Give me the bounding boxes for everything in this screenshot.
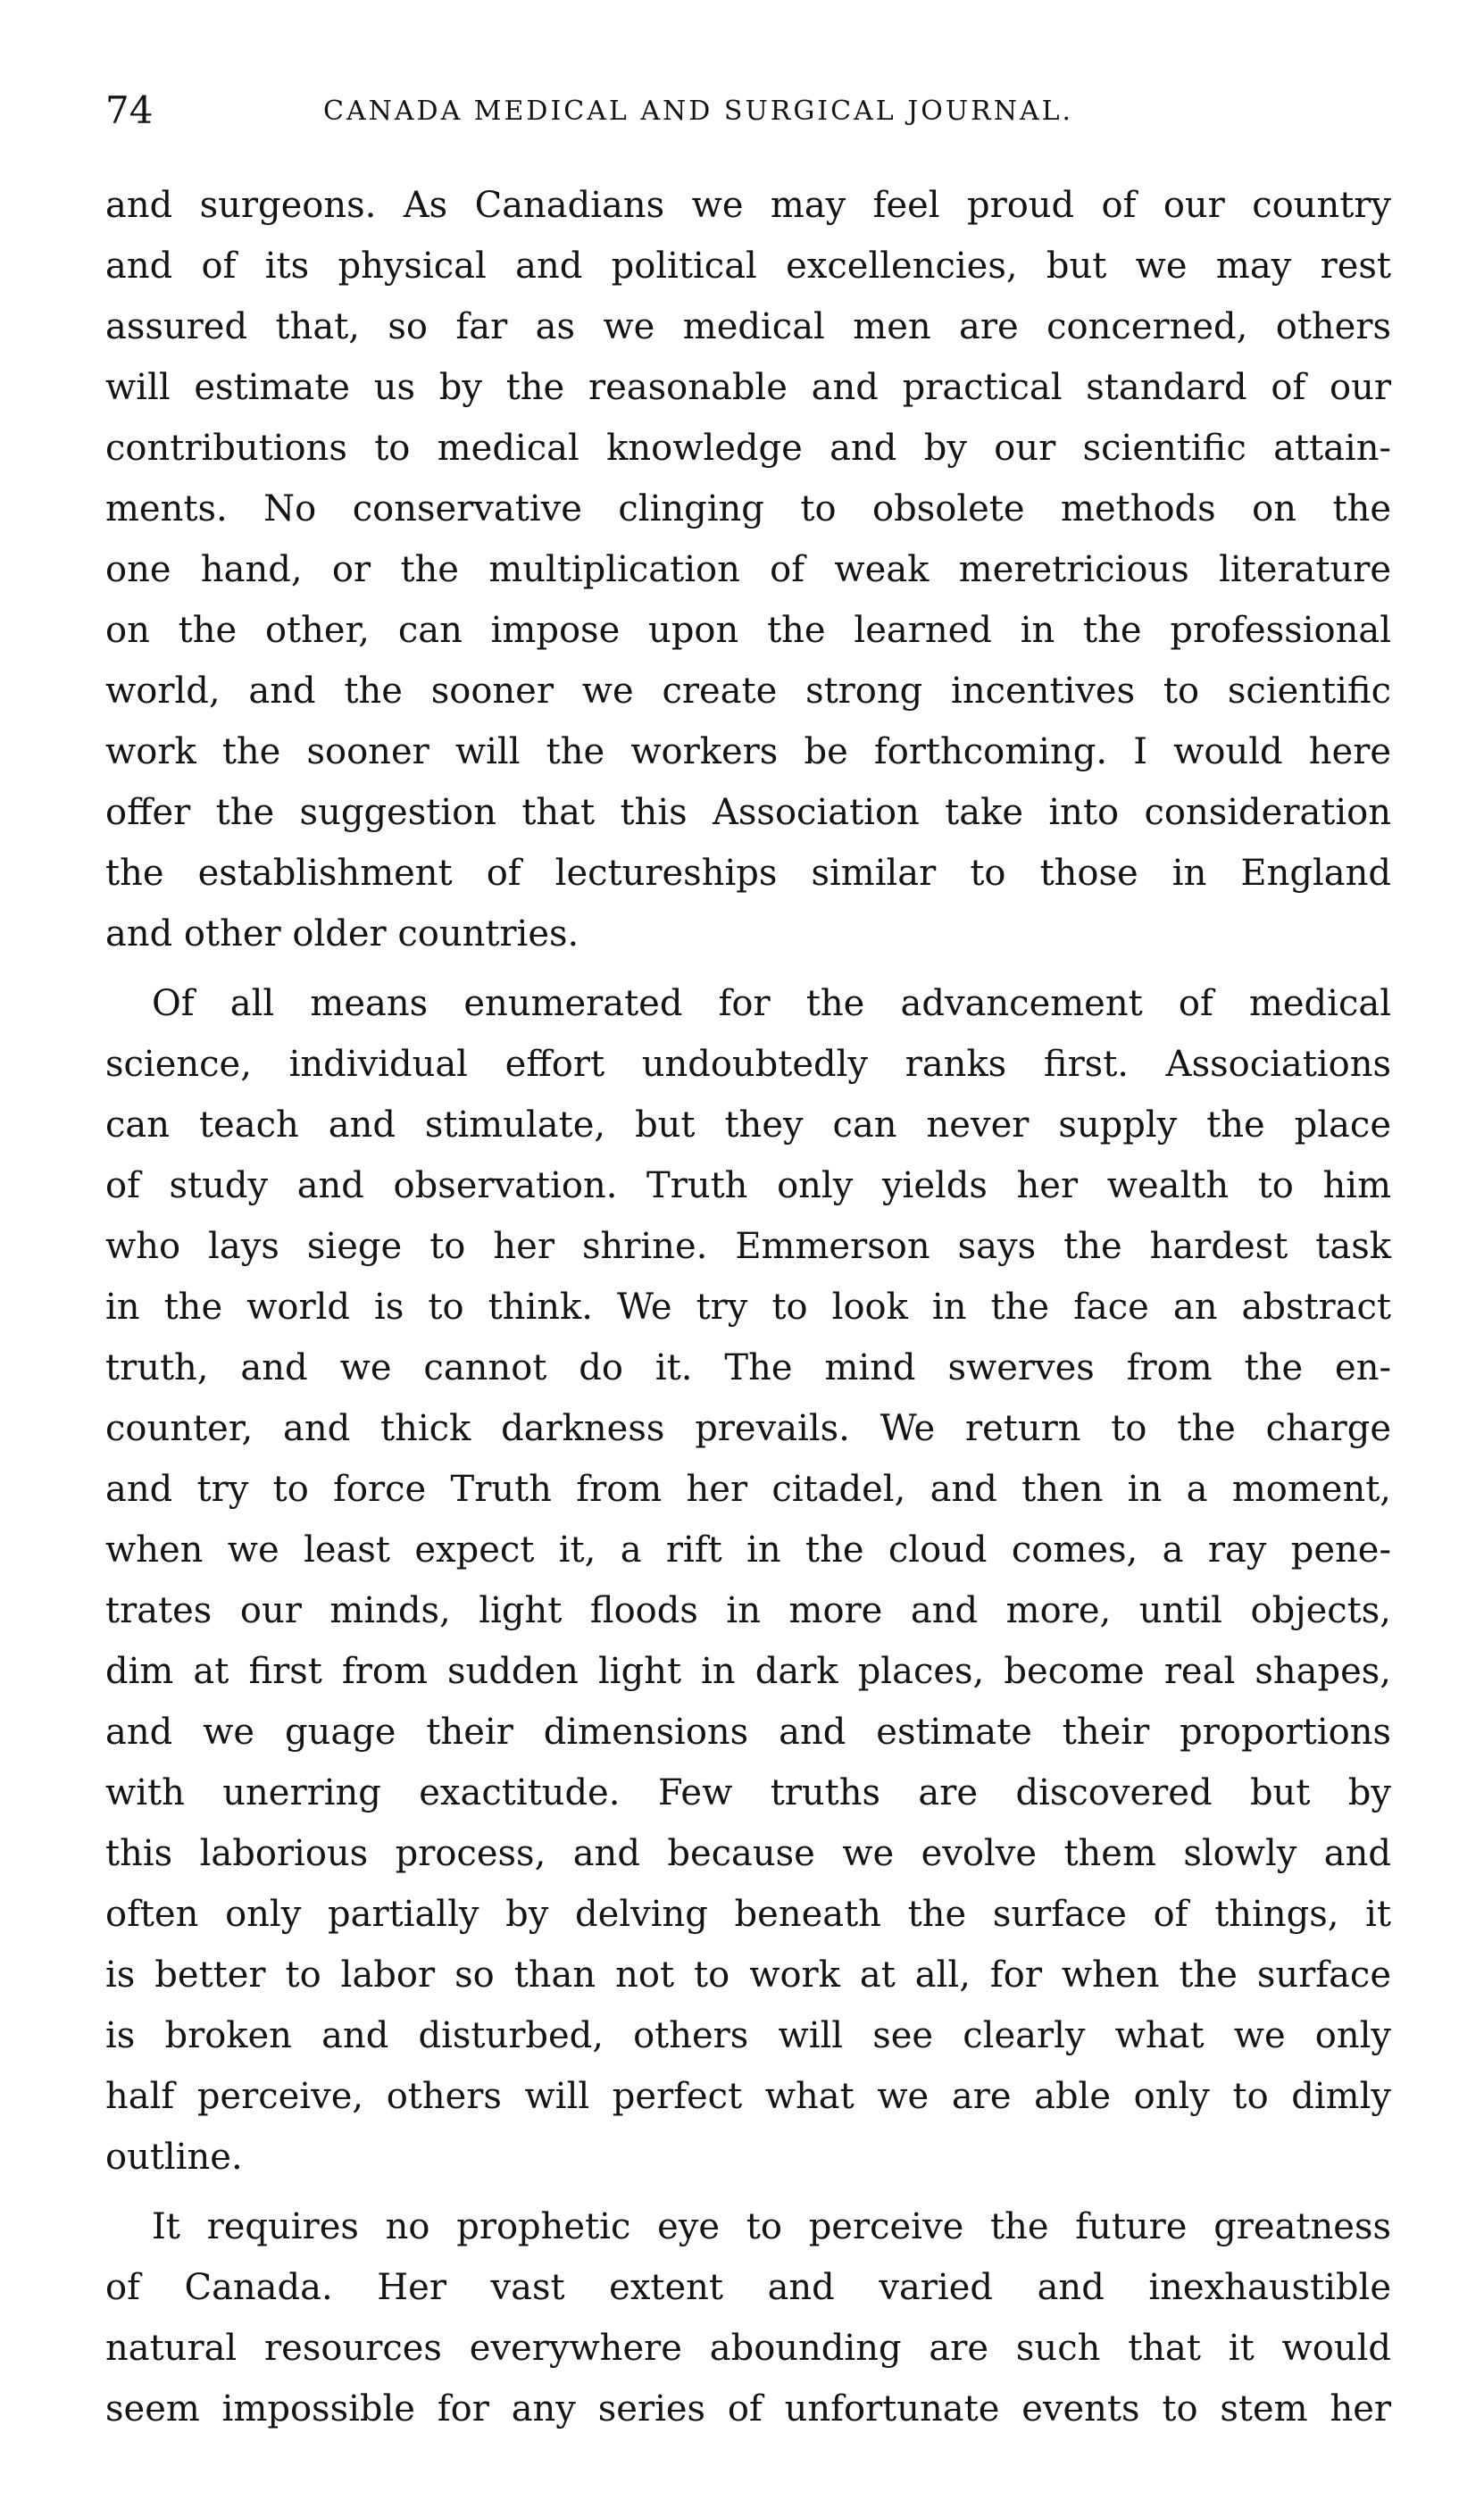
page-number: 74 xyxy=(105,88,154,132)
journal-title: CANADA MEDICAL AND SURGICAL JOURNAL. xyxy=(323,96,1074,127)
text-line: world, and the sooner we create strong incentives to scientific xyxy=(105,671,1391,712)
text-line: half perceive, others will perfect what we are able only to dimly xyxy=(105,2076,1391,2117)
text-line: often only partially by delving beneath the surface of things, it xyxy=(105,1894,1391,1935)
text-line: seem impossible for any series of unfortunate events to stem her xyxy=(105,2388,1391,2429)
text-line: science, individual effort undoubtedly ranks first. Associations xyxy=(105,1044,1391,1085)
text-line: this laborious process, and because we evolve them slowly and xyxy=(105,1833,1391,1874)
body-text xyxy=(105,175,1391,2439)
text-line: dim at first from sudden light in dark places, become real shapes, xyxy=(105,1651,1391,1692)
text-line: counter, and thick darkness prevails. We return to the charge xyxy=(105,1408,1391,1449)
running-head xyxy=(105,84,1391,138)
text-line: is broken and disturbed, others will see clearly what we only xyxy=(105,2015,1391,2056)
text-line: ments. No conservative clinging to obsolete methods on the xyxy=(105,488,1391,529)
text-line: outline. xyxy=(105,2137,243,2178)
text-line: on the other, can impose upon the learned in the professional xyxy=(105,610,1391,651)
text-line: the establishment of lectureships similar to those in England xyxy=(105,853,1391,894)
text-line: and try to force Truth from her citadel, and then in a moment, xyxy=(105,1469,1391,1510)
text-line: of study and observation. Truth only yields her wealth to him xyxy=(105,1165,1391,1206)
text-line: assured that, so far as we medical men are concerned, others xyxy=(105,306,1391,347)
text-line: truth, and we cannot do it. The mind swerves from the en- xyxy=(105,1347,1391,1388)
text-line: one hand, or the multiplication of weak meretricious literature xyxy=(105,549,1391,590)
text-line: and we guage their dimensions and estimate their proportions xyxy=(105,1712,1391,1753)
text-line: trates our minds, light floods in more and more, until objects, xyxy=(105,1590,1391,1631)
paragraph-lectureships xyxy=(105,175,1391,964)
text-line: is better to labor so than not to work at all, for when the surface xyxy=(105,1954,1391,1996)
text-line: and of its physical and political excellencies, but we may rest xyxy=(105,246,1391,287)
paragraph-future-of-canada xyxy=(105,2196,1391,2439)
text-line: will estimate us by the reasonable and practical standard of our xyxy=(105,367,1391,408)
text-line: when we least expect it, a rift in the cloud comes, a ray pene- xyxy=(105,1529,1391,1571)
text-line: contributions to medical knowledge and by our scientific attain- xyxy=(105,428,1391,469)
paragraph-individual-effort xyxy=(105,973,1391,2188)
text-line: and surgeons. As Canadians we may feel proud of our country xyxy=(105,185,1391,226)
text-line: who lays siege to her shrine. Emmerson says the hardest task xyxy=(105,1226,1391,1267)
text-line: Of all means enumerated for the advancement of medical xyxy=(152,983,1391,1024)
text-line: of Canada. Her vast extent and varied and inexhaustible xyxy=(105,2267,1391,2308)
text-line: and other older countries. xyxy=(105,913,579,954)
text-line: with unerring exactitude. Few truths are discovered but by xyxy=(105,1772,1391,1813)
text-line: offer the suggestion that this Association take into consideration xyxy=(105,792,1391,833)
text-line: It requires no prophetic eye to perceive the future greatness xyxy=(152,2206,1391,2247)
text-line: natural resources everywhere abounding are such that it would xyxy=(105,2328,1391,2369)
text-line: in the world is to think. We try to look in the face an abstract xyxy=(105,1287,1391,1328)
text-line: can teach and stimulate, but they can never supply the place xyxy=(105,1104,1391,1146)
text-line: work the sooner will the workers be forthcoming. I would here xyxy=(105,731,1391,772)
